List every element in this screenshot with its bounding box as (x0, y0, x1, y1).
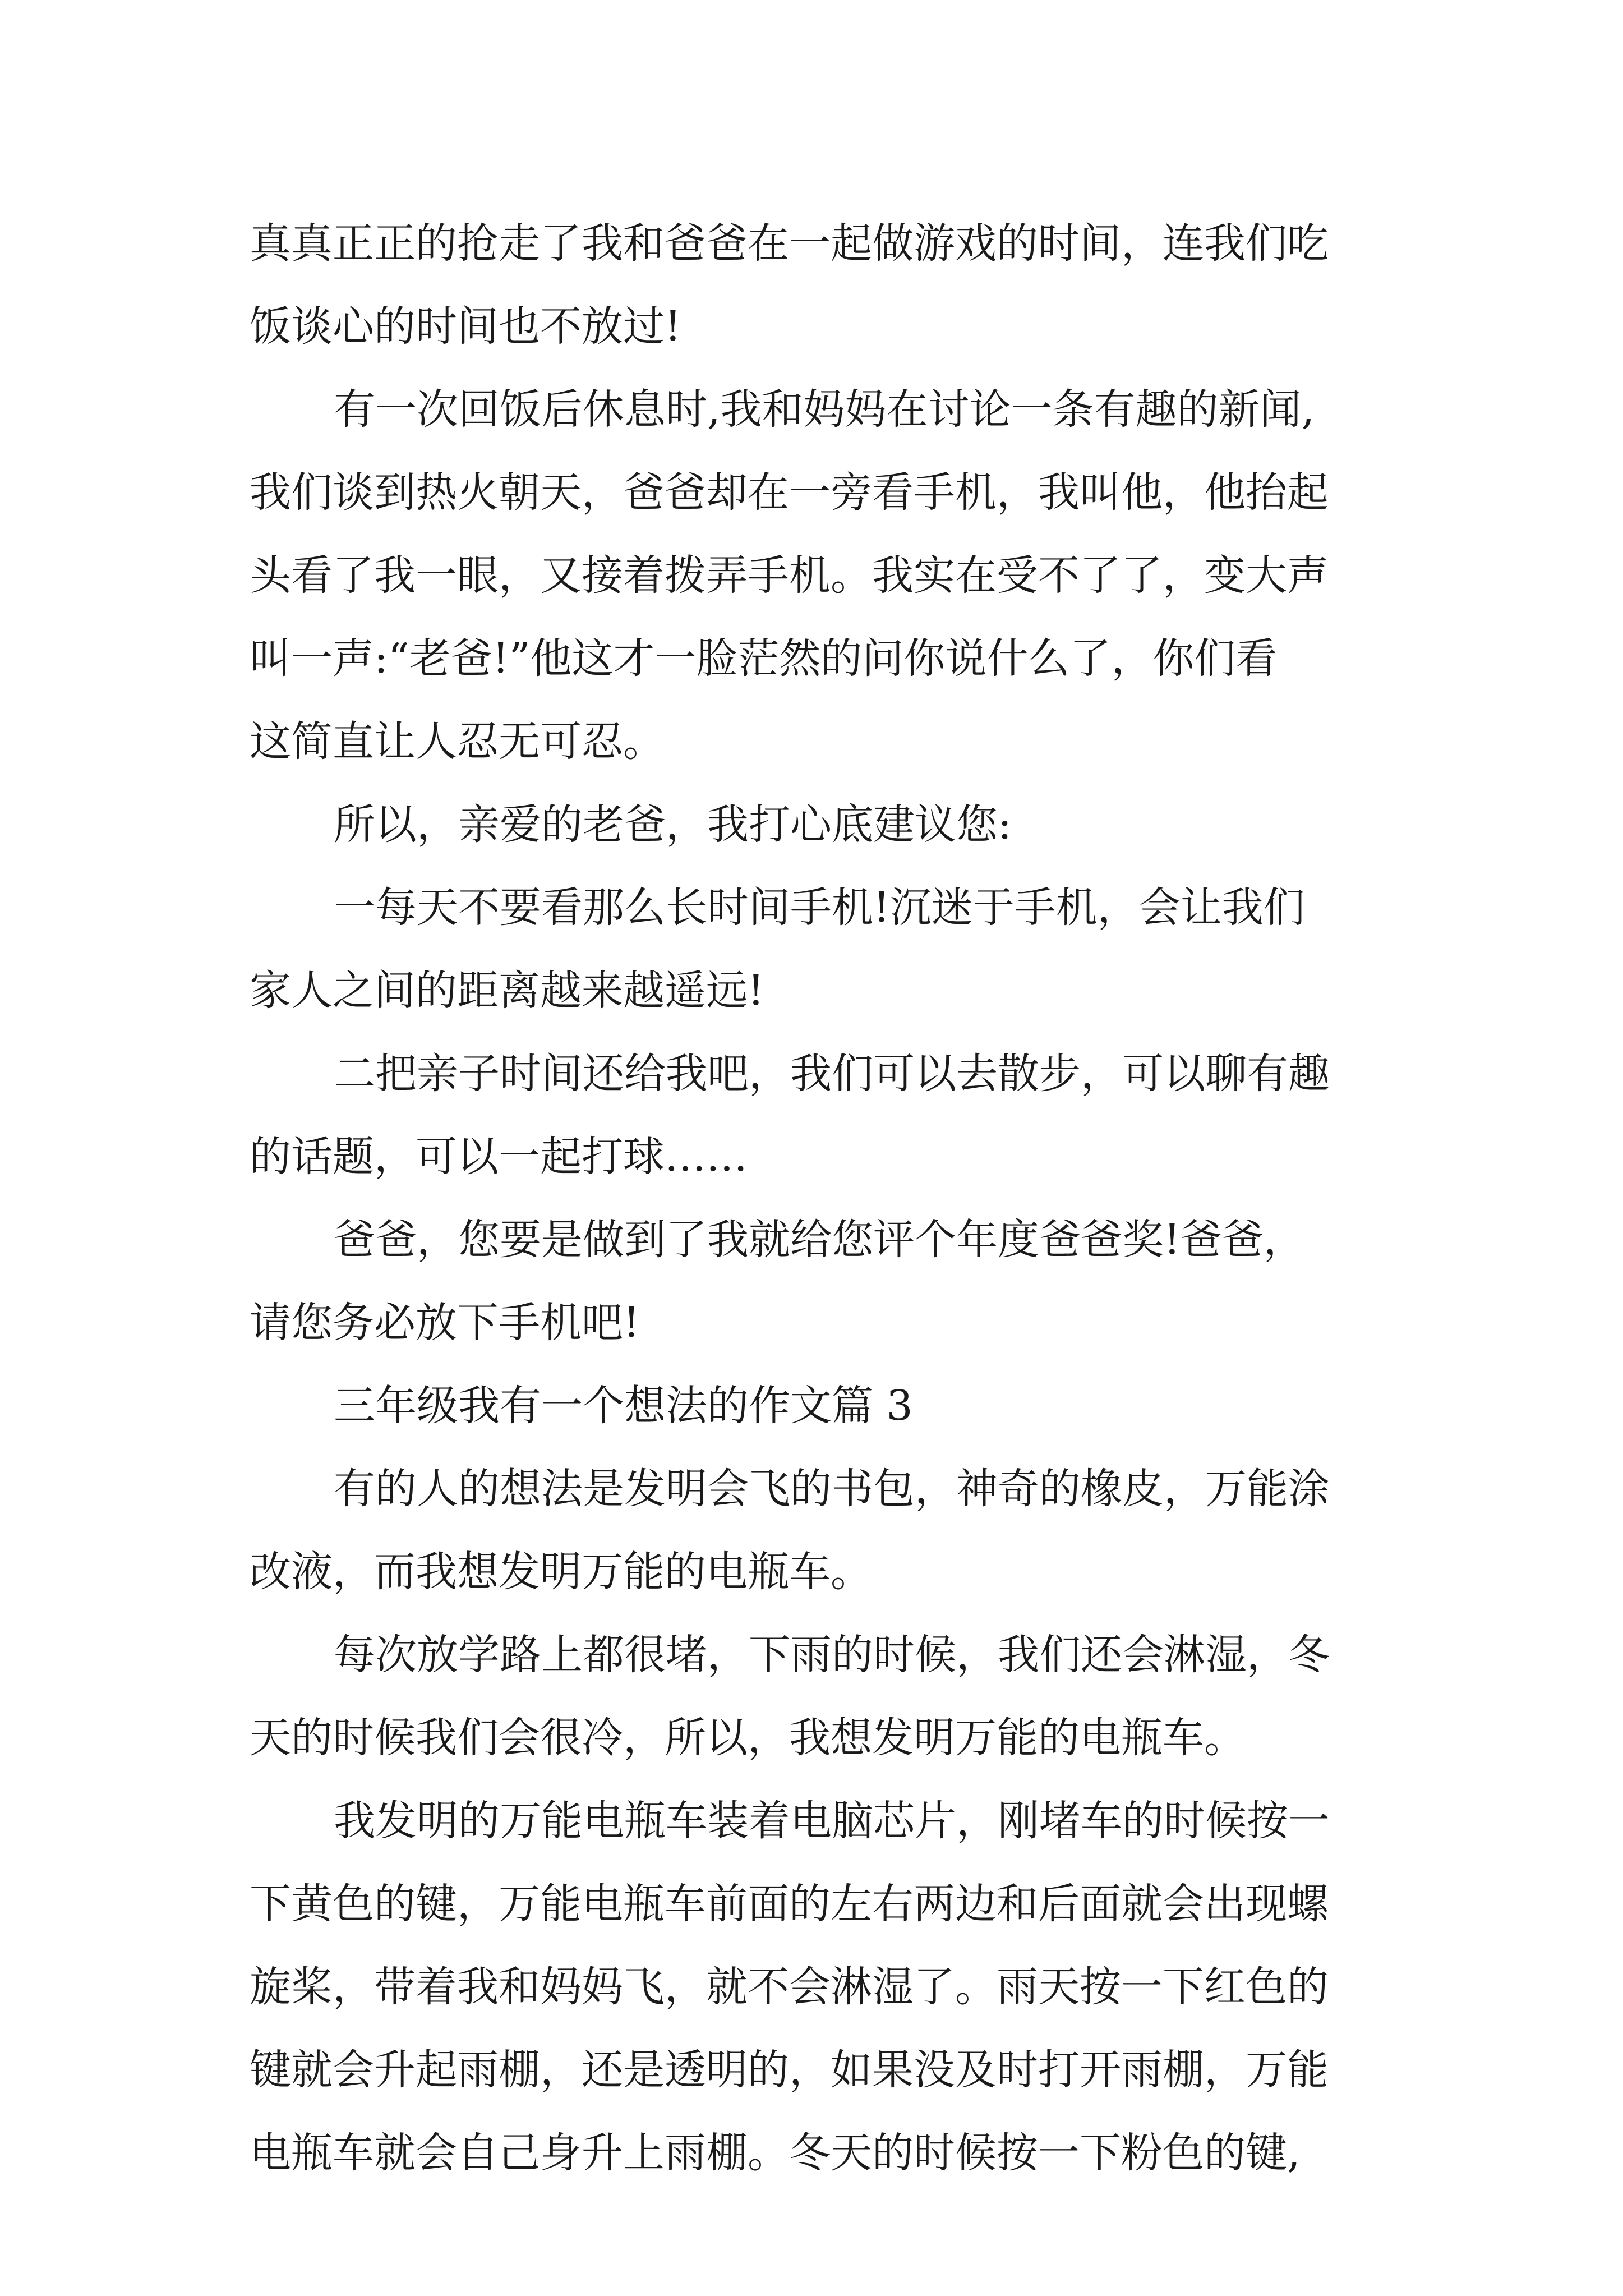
text-line: 天的时候我们会很冷，所以，我想发明万能的电瓶车。 (250, 1714, 1246, 1762)
text-line: 我们谈到热火朝天，爸爸却在一旁看手机，我叫他，他抬起 (250, 468, 1329, 517)
text-line: 旋桨，带着我和妈妈飞，就不会淋湿了。雨天按一下红色的 (250, 1963, 1329, 2011)
section-heading: 三年级我有一个想法的作文篇 3 (334, 1382, 913, 1430)
text-line: 有一次回饭后休息时,我和妈妈在讨论一条有趣的新闻, (334, 385, 1315, 434)
document-body (250, 202, 1405, 2194)
text-line: 所以，亲爱的老爸，我打心底建议您: (334, 800, 1012, 849)
text-line: 的话题，可以一起打球…… (250, 1133, 748, 1181)
text-line: 二把亲子时间还给我吧，我们可以去散步，可以聊有趣 (334, 1050, 1330, 1098)
text-line: 叫一声:“老爸!”他这才一脸茫然的问你说什么了，你们看 (250, 634, 1278, 683)
text-line: 下黄色的键，万能电瓶车前面的左右两边和后面就会出现螺 (250, 1880, 1329, 1928)
text-line: 有的人的想法是发明会飞的书包，神奇的橡皮，万能涂 (334, 1465, 1330, 1513)
text-line: 请您务必放下手机吧! (250, 1299, 640, 1347)
text-line: 家人之间的距离越来越遥远! (250, 967, 764, 1015)
text-line: 电瓶车就会自己身升上雨棚。冬天的时候按一下粉色的键, (250, 2129, 1301, 2177)
text-line: 真真正正的抢走了我和爸爸在一起做游戏的时间，连我们吃 (250, 219, 1329, 268)
text-line: 饭谈心的时间也不放过! (250, 302, 681, 351)
text-line: 我发明的万能电瓶车装着电脑芯片，刚堵车的时候按一 (334, 1797, 1330, 1845)
text-line: 每次放学路上都很堵，下雨的时候，我们还会淋湿，冬 (334, 1631, 1330, 1679)
text-line: 键就会升起雨棚，还是透明的，如果没及时打开雨棚，万能 (250, 2046, 1329, 2094)
text-line: 头看了我一眼，又接着拨弄手机。我实在受不了了，变大声 (250, 551, 1329, 600)
text-line: 这简直让人忍无可忍。 (250, 717, 665, 766)
text-line: 爸爸，您要是做到了我就给您评个年度爸爸奖!爸爸， (334, 1216, 1305, 1264)
text-line: 一每天不要看那么长时间手机!沉迷于手机，会让我们 (334, 884, 1305, 932)
text-line: 改液，而我想发明万能的电瓶车。 (250, 1548, 872, 1596)
